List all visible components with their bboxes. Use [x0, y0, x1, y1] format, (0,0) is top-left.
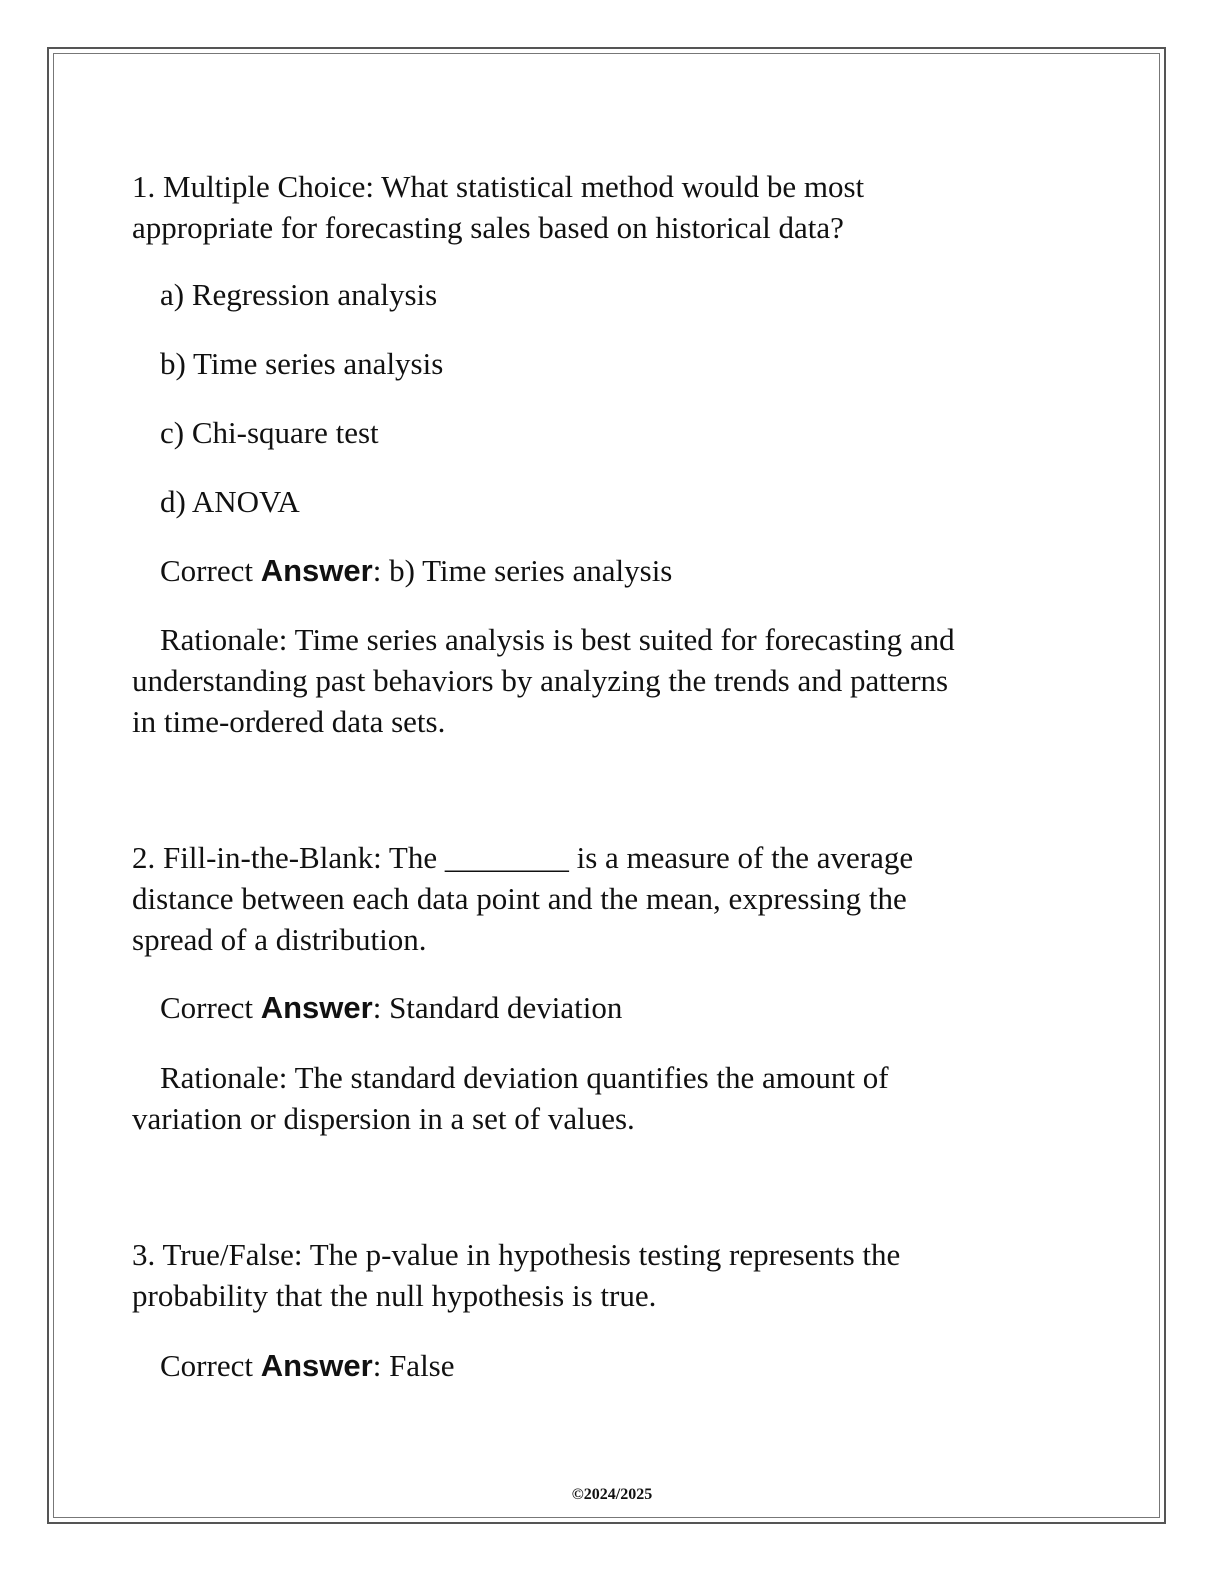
question-3-correct-answer	[160, 1345, 455, 1386]
question-1-rationale	[132, 619, 955, 742]
question-1-rationale-line-3: in time-ordered data sets.	[132, 704, 446, 739]
question-1-option-b: b) Time series analysis	[160, 346, 444, 381]
question-3-prompt-line-2: probability that the null hypothesis is true.	[132, 1278, 657, 1313]
answer-prefix: Correct	[160, 1348, 261, 1383]
answer-value: : b) Time series analysis	[372, 553, 673, 588]
question-3-prompt	[132, 1234, 900, 1316]
question-1-option-c: c) Chi-square test	[160, 415, 379, 450]
question-1-prompt	[132, 166, 864, 248]
question-1-option-d: d) ANOVA	[160, 484, 300, 519]
question-1-rationale-line-2: understanding past behaviors by analyzing the trends and patterns	[132, 663, 949, 698]
question-1-prompt-line-1: 1. Multiple Choice: What statistical method would be most	[132, 169, 865, 204]
answer-prefix: Correct	[160, 553, 261, 588]
answer-label: Answer	[260, 990, 373, 1025]
answer-value: : False	[372, 1348, 455, 1383]
answer-prefix: Correct	[160, 990, 261, 1025]
question-2-prompt-line-1: 2. Fill-in-the-Blank: The ________ is a measure of the average	[132, 840, 914, 875]
answer-value: : Standard deviation	[372, 990, 623, 1025]
question-2-prompt-line-3: spread of a distribution.	[132, 922, 427, 957]
answer-label: Answer	[260, 1348, 373, 1383]
question-1-correct-answer	[160, 550, 672, 591]
question-2-rationale-line-2: variation or dispersion in a set of values.	[132, 1101, 635, 1136]
question-1-rationale-line-1: Rationale: Time series analysis is best suited for forecasting and	[160, 622, 955, 657]
answer-label: Answer	[260, 553, 373, 588]
question-2-correct-answer	[160, 987, 622, 1028]
question-2-prompt-line-2: distance between each data point and the mean, expressing the	[132, 881, 907, 916]
question-3-prompt-line-1: 3. True/False: The p-value in hypothesis testing represents the	[132, 1237, 901, 1272]
question-2-rationale-line-1: Rationale: The standard deviation quantifies the amount of	[160, 1060, 889, 1095]
question-1-prompt-line-2: appropriate for forecasting sales based on historical data?	[132, 210, 844, 245]
question-2-prompt	[132, 837, 913, 960]
footer-copyright: ©2024/2025	[571, 1486, 653, 1503]
question-2-rationale	[132, 1057, 889, 1139]
question-1-option-a: a) Regression analysis	[160, 277, 438, 312]
